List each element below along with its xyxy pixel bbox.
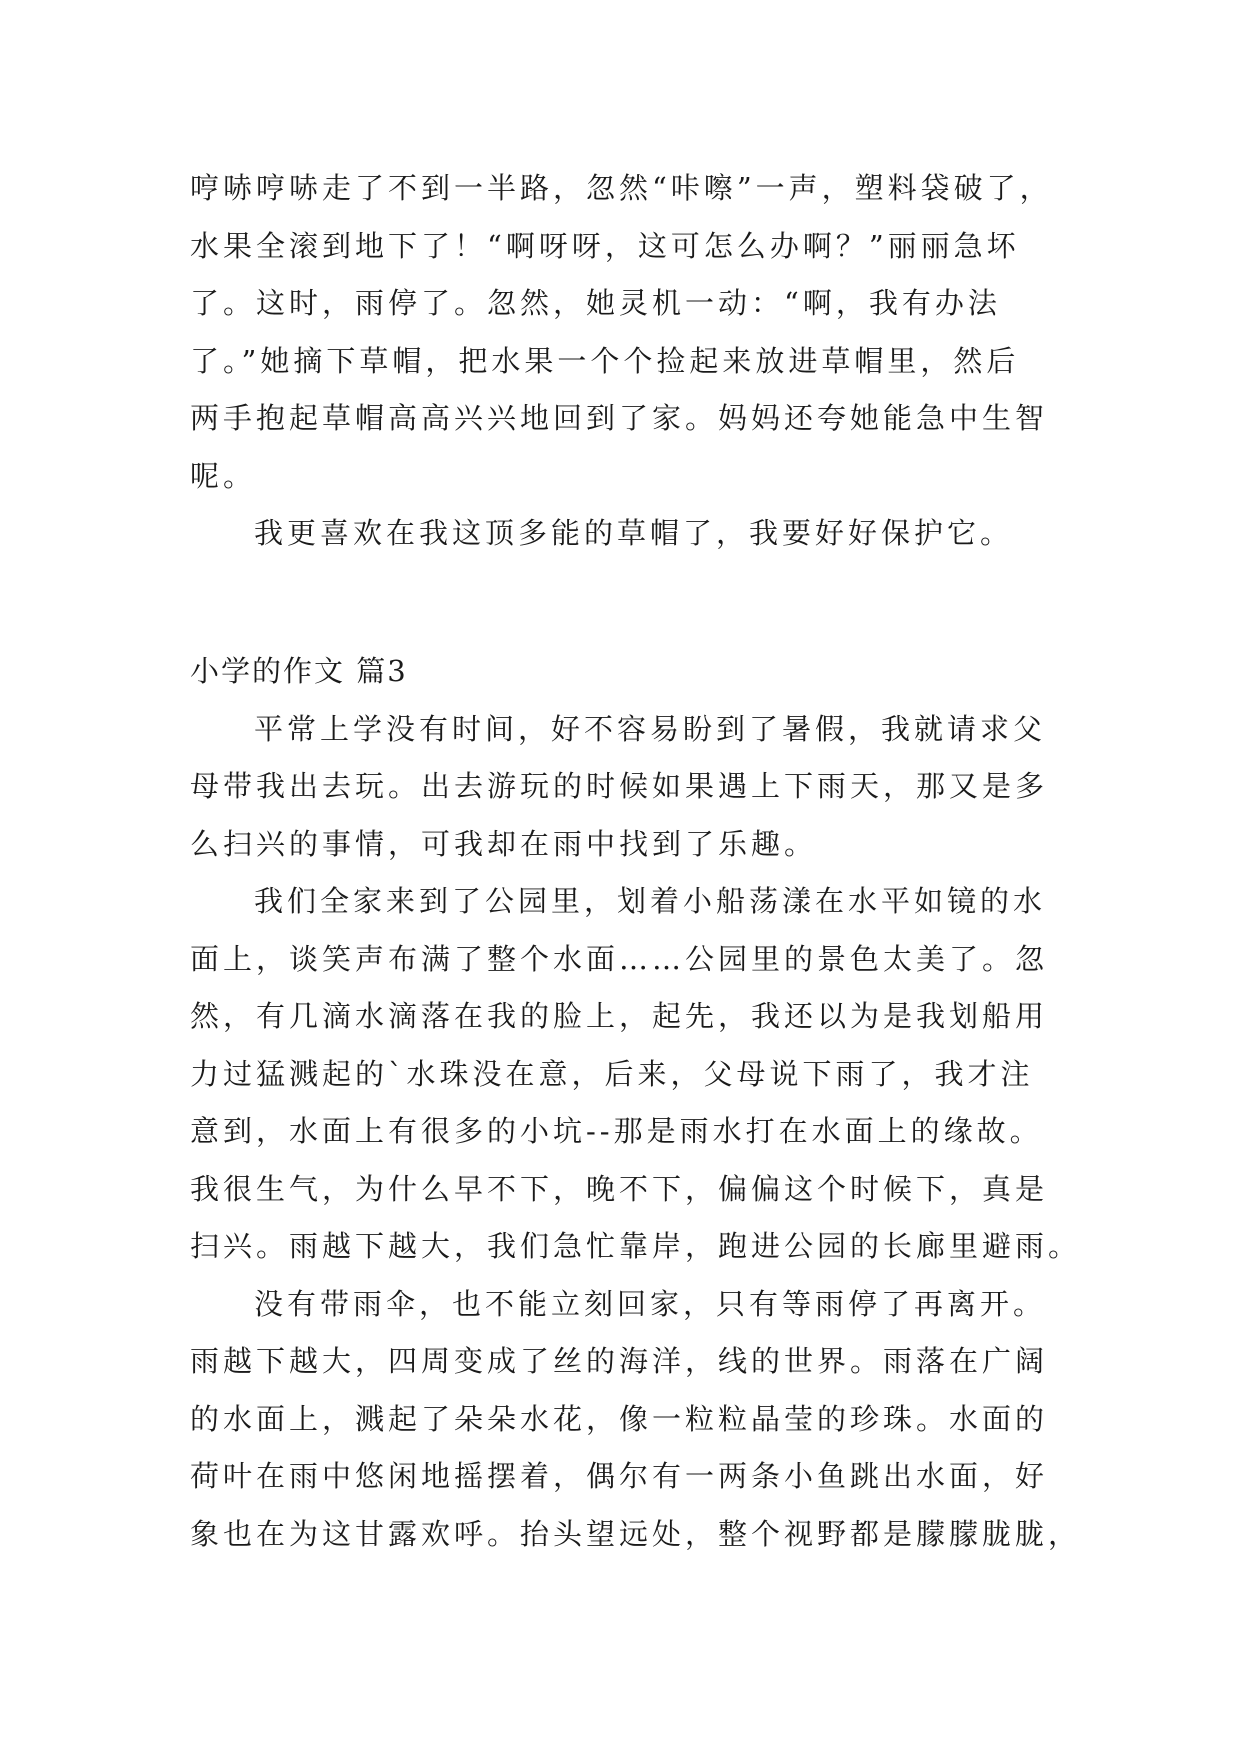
text-line: 扫兴。雨越下越大，我们急忙靠岸，跑进公园的长廊里避雨。 bbox=[190, 1229, 1082, 1263]
text-line: 我更喜欢在我这顶多能的草帽了，我要好好保护它。 bbox=[254, 516, 1014, 550]
text-line: 母带我出去玩。出去游玩的时候如果遇上下雨天，那又是多 bbox=[190, 769, 1049, 803]
paragraph bbox=[190, 873, 1082, 1276]
text-line: 了。这时，雨停了。忽然，她灵机一动：“啊，我有办法 bbox=[190, 286, 1001, 320]
text-line: 平常上学没有时间，好不容易盼到了暑假，我就请求父 bbox=[254, 711, 1047, 746]
section-title: 小学的作文 篇3 bbox=[190, 653, 408, 688]
paragraph bbox=[190, 701, 1070, 874]
text-line: 呢。 bbox=[190, 458, 257, 493]
section-spacer bbox=[190, 563, 1070, 641]
text-line: 然，有几滴水滴落在我的脸上，起先，我还以为是我划船用 bbox=[190, 999, 1049, 1033]
paragraph bbox=[190, 505, 1070, 563]
text-line: 两手抱起草帽高高兴兴地回到了家。妈妈还夸她能急中生智 bbox=[190, 401, 1049, 435]
text-line: 么扫兴的事情，可我却在雨中找到了乐趣。 bbox=[190, 826, 818, 861]
text-line: 哼哧哼哧走了不到一半路，忽然“咔嚓”一声，塑料袋破了， bbox=[190, 171, 1053, 205]
paragraph bbox=[190, 1276, 1082, 1564]
text-line: 面上，谈笑声布满了整个水面……公园里的景色太美了。忽 bbox=[190, 941, 1049, 976]
text-line: 的水面上，溅起了朵朵水花，像一粒粒晶莹的珍珠。水面的 bbox=[190, 1401, 1049, 1436]
text-line: 没有带雨伞，也不能立刻回家，只有等雨停了再离开。 bbox=[254, 1286, 1047, 1321]
text-line: 雨越下越大，四周变成了丝的海洋，线的世界。雨落在广阔 bbox=[190, 1344, 1049, 1378]
text-line: 象也在为这甘露欢呼。抬头望远处，整个视野都是朦朦胧胧， bbox=[190, 1516, 1082, 1551]
text-line: 我很生气，为什么早不下，晚不下，偏偏这个时候下，真是 bbox=[190, 1171, 1049, 1206]
text-line: 荷叶在雨中悠闲地摇摆着，偶尔有一两条小鱼跳出水面，好 bbox=[190, 1459, 1049, 1493]
text-line: 水果全滚到地下了！“啊呀呀，这可怎么办啊？”丽丽急坏 bbox=[190, 228, 1020, 263]
text-line: 我们全家来到了公园里，划着小船荡漾在水平如镜的水 bbox=[254, 884, 1047, 918]
document-body bbox=[190, 160, 1082, 1563]
paragraph bbox=[190, 160, 1070, 505]
text-line: 力过猛溅起的`水珠没在意，后来，父母说下雨了，我才注 bbox=[190, 1056, 1034, 1091]
text-line: 了。”她摘下草帽，把水果一个个捡起来放进草帽里，然后 bbox=[190, 343, 1020, 378]
text-line: 意到，水面上有很多的小坑--那是雨水打在水面上的缘故。 bbox=[190, 1114, 1043, 1148]
